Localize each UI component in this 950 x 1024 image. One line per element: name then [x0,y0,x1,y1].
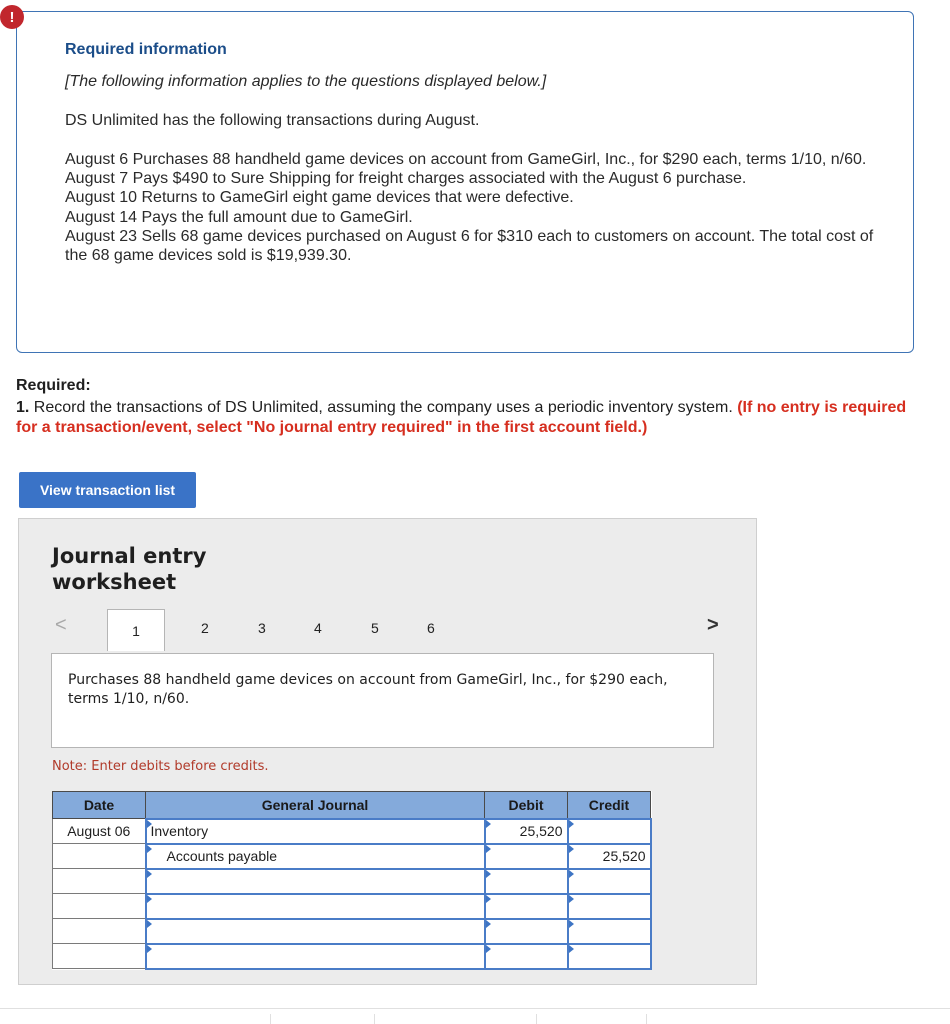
transaction-list [65,150,885,265]
worksheet-title-line1: Journal entry [52,544,207,568]
transaction-item: August 6 Purchases 88 handheld game devices on account from GameGirl, Inc., for $290 each, terms 1/10, n/60. [65,151,867,168]
info-intro: [The following information applies to the questions displayed below.] [65,73,547,90]
info-title: Required information [65,41,227,58]
date-cell[interactable]: August 06 [53,819,146,844]
divider [0,1008,950,1009]
debit-cell[interactable] [485,844,568,869]
journal-header-row [53,792,651,819]
debit-cell[interactable] [485,919,568,944]
transaction-item: August 10 Returns to GameGirl eight game devices that were defective. [65,189,574,207]
info-lead: DS Unlimited has the following transactions during August. [65,112,480,129]
tab-3[interactable]: 3 [258,620,266,636]
debit-cell[interactable] [485,944,568,969]
note-text: Note: Enter debits before credits. [52,759,269,774]
transaction-description: Purchases 88 handheld game devices on account from GameGirl, Inc., for $290 each, terms 1/10, n/60. [51,653,714,748]
required-heading: Required: [16,377,91,394]
credit-cell[interactable] [568,919,651,944]
credit-cell[interactable] [568,869,651,894]
alert-icon: ! [0,5,24,29]
table-row [53,919,651,944]
required-number: 1. [16,399,30,416]
transaction-item: August 23 Sells 68 game devices purchased on August 6 for $310 each to customers on account. The total cost of the 68 game devices sold is $19,939.30. [65,227,874,265]
date-cell[interactable] [53,844,146,869]
tab-6[interactable]: 6 [427,620,435,636]
divider [270,1014,271,1024]
credit-cell[interactable]: 25,520 [568,844,651,869]
account-cell[interactable]: Accounts payable [146,844,485,869]
general-journal-header: General Journal [146,792,485,819]
divider [646,1014,647,1024]
account-cell[interactable] [146,869,485,894]
worksheet-title [52,543,206,595]
journal-table [52,791,652,970]
date-header: Date [53,792,146,819]
journal-entry-worksheet-panel [18,518,757,985]
table-row [53,844,651,869]
divider [536,1014,537,1024]
date-cell[interactable] [53,894,146,919]
tab-2[interactable]: 2 [201,620,209,636]
account-cell[interactable]: Inventory [146,819,485,844]
required-text [16,398,921,438]
tab-4[interactable]: 4 [314,620,322,636]
required-instruction: (If no entry is required for a transaction/event, select "No journal entry required" in the first account field.) [16,399,907,436]
table-row [53,894,651,919]
credit-cell[interactable] [568,819,651,844]
credit-header: Credit [568,792,651,819]
date-cell[interactable] [53,944,146,969]
worksheet-title-line2: worksheet [52,570,177,594]
previous-arrow-icon[interactable]: < [55,614,67,636]
date-cell[interactable] [53,869,146,894]
table-row [53,944,651,969]
debit-cell[interactable] [485,869,568,894]
table-row [53,869,651,894]
transaction-item: August 7 Pays $490 to Sure Shipping for freight charges associated with the August 6 purchase. [65,170,747,188]
required-body: Record the transactions of DS Unlimited, assuming the company uses a periodic inventory system. [29,399,738,416]
debit-cell[interactable] [485,894,568,919]
account-cell[interactable] [146,919,485,944]
tab-1[interactable]: 1 [107,609,165,651]
next-arrow-icon[interactable]: > [707,614,719,636]
table-row [53,819,651,844]
transaction-item: August 14 Pays the full amount due to GameGirl. [65,208,413,226]
account-cell[interactable] [146,894,485,919]
divider [374,1014,375,1024]
credit-cell[interactable] [568,944,651,969]
debit-cell[interactable]: 25,520 [485,819,568,844]
debit-header: Debit [485,792,568,819]
date-cell[interactable] [53,919,146,944]
view-transaction-list-button[interactable]: View transaction list [19,472,196,508]
credit-cell[interactable] [568,894,651,919]
account-cell[interactable] [146,944,485,969]
tab-5[interactable]: 5 [371,620,379,636]
